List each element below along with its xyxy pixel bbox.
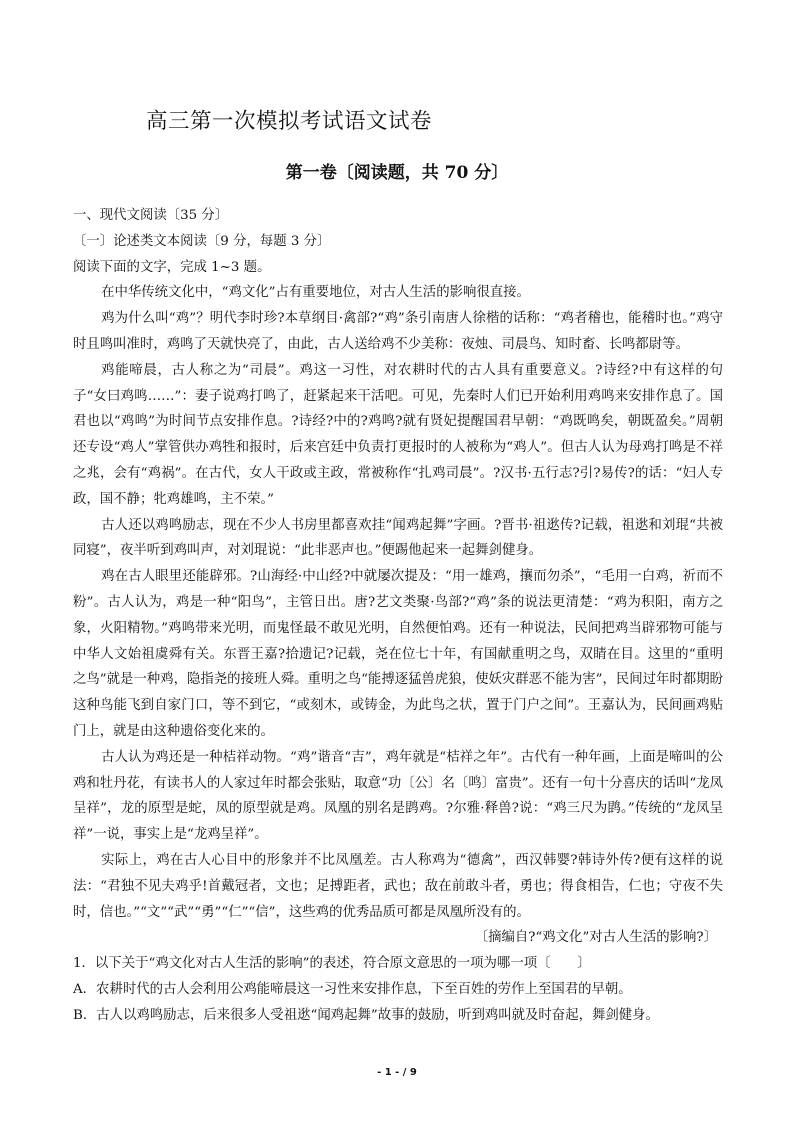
reading-section xyxy=(73,203,723,1029)
page-number: - 1 - / 9 xyxy=(377,1067,417,1078)
question-1-stem: 1．以下关于“鸡文化对古人生活的影响”的表述，符合原文意思的一项为哪一项〔 〕 xyxy=(73,956,591,972)
passage-paragraph: 在中华传统文化中，“鸡文化”占有重要地位，对古人生活的影响很直接。 xyxy=(101,285,530,301)
passage-paragraph: 鸡为什么叫“鸡”？明代李时珍?本草纲目·禽部?“鸡”条引南唐人徐楷的话称：“鸡者稽也，能稽时也。”鸡守时且鸣叫准时，鸡鸣了天就快亮了，由此，古人送给鸡不少美称：夜烛、司晨鸟、知时畜、长鸣都尉等。 xyxy=(73,311,723,352)
passage-paragraph: 鸡能啼晨，古人称之为“司晨”。鸡这一习性，对农耕时代的古人具有重要意义。?诗经?中有这样的句子“女曰鸡鸣……”：妻子说鸡打鸣了，赶紧起来干活吧。可见，先秦时人们已开始利用鸡鸣来安排作息了。国君也以“鸡鸣”为时间节点安排作息。?诗经?中的?鸡鸣?就有贤妃提醒国君早朝：“鸡既鸣矣，朝既盈矣。”周朝还专设“鸡人”掌管供办鸡牲和报时，后来宫廷中负责打更报时的人被称为“鸡人”。但古人认为母鸡打鸣是不祥之兆，会有“鸡祸”。在古代，女人干政或主政，常被称作“扎鸡司晨”。?汉书·五行志?引?易传?的话：“妇人专政，国不静；牝鸡雄鸣，主不荣。” xyxy=(73,362,723,507)
passage-paragraph: 古人认为鸡还是一种桔祥动物。“鸡”谐音“吉”，鸡年就是“桔祥之年”。古代有一种年画，上面是啼叫的公鸡和牡丹花，有读书人的人家过年时都会张贴，取意“功〔公〕名〔鸣〕富贵”。还有一句十分喜庆的话叫“龙凤呈祥”，龙的原型是蛇，凤的原型就是鸡。凤凰的别名是鹍鸡。?尔雅·释兽?说：“鸡三尺为鹍。”传统的“龙凤呈祥”一说，事实上是“龙鸡呈祥”。 xyxy=(73,749,723,843)
passage-paragraph: 鸡在古人眼里还能辟邪。?山海经·中山经?中就屡次提及：“用一雄鸡，攘而勿杀”，“毛用一白鸡，祈而不粉”。古人认为，鸡是一种“阳鸟”，主管日出。唐?艺文类聚·鸟部?“鸡”条的说法更清楚：“鸡为积阳，南方之象，火阳精物。”鸡鸣带来光明，而鬼怪最不敢见光明，自然便怕鸡。还有一种说法，民间把鸡当辟邪物可能与中华人文始祖虞舜有关。东晋王嘉?拾遗记?记载，尧在位七十年，有国献重明之鸟，双睛在目。这里的“重明之鸟”就是一种鸡，隐指尧的接班人舜。重明之鸟“能搏逐猛兽虎狼，使妖灾群恶不能为害”，民间过年时都期盼这种鸟能飞到自家门口，等不到它，“或刻木，或铸金，为此鸟之状，置于门户之间”。王嘉认为，民间画鸡贴门上，就是由这种遗俗变化来的。 xyxy=(73,569,723,739)
section-heading: 一、现代文阅读〔35 分〕 xyxy=(73,208,229,223)
reading-instruction: 阅读下面的文字，完成 1~3 题。 xyxy=(73,259,271,275)
question-1-option-a: A．农耕时代的古人会利用公鸡能啼晨这一习性来安排作息，下至百姓的劳作上至国君的早朝。 xyxy=(73,981,632,997)
passage-paragraph: 实际上，鸡在古人心目中的形象并不比凤凰差。古人称鸡为“德禽”，西汉韩婴?韩诗外传?便有这样的说法：“君独不见夫鸡乎!首戴冠者，文也；足搏距者，武也；敌在前敢斗者，勇也；得食相告，仁也；守夜不失时，信也。”“文”“武”“勇”“仁”“信”，这些鸡的优秀品质可都是凤凰所没有的。 xyxy=(73,852,723,920)
exam-title: 高三第一次模拟考试语文试卷 xyxy=(146,109,433,134)
part-heading: 第一卷〔阅读题，共 70 分〕 xyxy=(285,163,509,183)
subsection-heading: 〔一〕论述类文本阅读〔9 分，每题 3 分〕 xyxy=(73,233,331,249)
passage-source: 〔摘编自?“鸡文化”对古人生活的影响?〕 xyxy=(474,930,717,946)
question-1-option-b: B．古人以鸡鸣励志，后来很多人受祖逖“闻鸡起舞”故事的鼓励，听到鸡叫就及时奋起，舞剑健身。 xyxy=(73,1007,659,1023)
passage-paragraph: 古人还以鸡鸣励志，现在不少人书房里都喜欢挂“闻鸡起舞”字画。?晋书·祖逖传?记载，祖逖和刘琨“共被同寝”，夜半听到鸡叫声，对刘琨说：“此非恶声也。”便踢他起来一起舞剑健身。 xyxy=(73,517,723,559)
